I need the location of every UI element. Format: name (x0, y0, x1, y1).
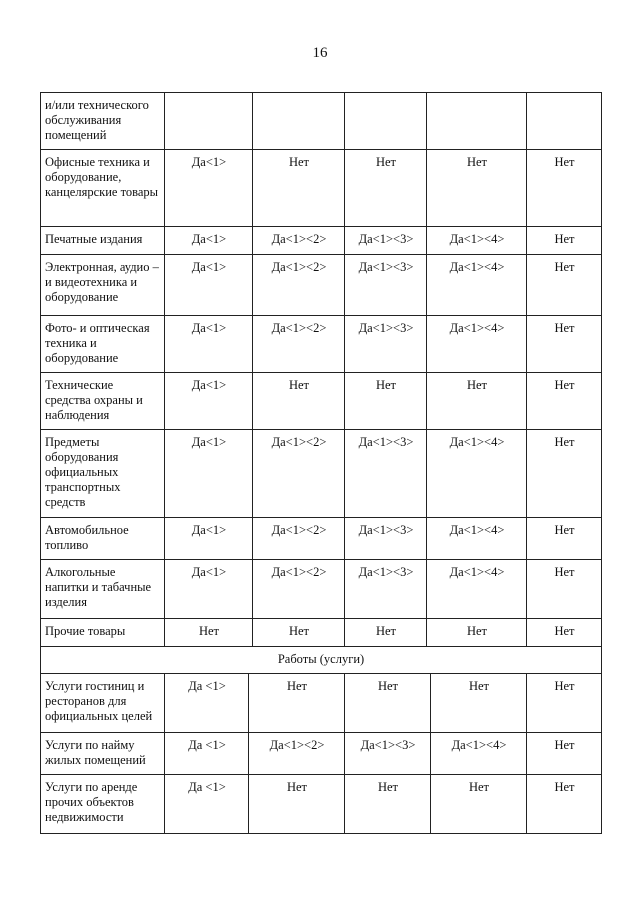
value-cell: Да<1><4> (431, 733, 527, 774)
table-row (40, 92, 602, 149)
value-cell: Нет (427, 150, 527, 226)
value-cell (165, 93, 253, 149)
row-label: Услуги по найму жилых помещений (41, 733, 165, 774)
value-cell: Да<1> (165, 430, 253, 517)
page-number: 16 (312, 45, 328, 61)
value-cell: Нет (527, 560, 602, 618)
value-cell: Да<1> (165, 560, 253, 618)
value-cell: Нет (253, 150, 345, 226)
value-cell: Да<1><3> (345, 255, 427, 315)
table-row (40, 732, 602, 774)
value-cell: Нет (527, 227, 602, 254)
value-cell: Да<1><3> (345, 316, 427, 372)
value-cell: Нет (527, 674, 602, 732)
value-cell: Нет (527, 775, 602, 833)
value-cell: Да<1><3> (345, 430, 427, 517)
row-label: Услуги по аренде прочих объектов недвижимости (41, 775, 165, 833)
value-cell: Да<1> (165, 518, 253, 559)
table-row (40, 774, 602, 834)
value-cell: Да<1> (165, 373, 253, 429)
value-cell: Да<1><2> (253, 316, 345, 372)
value-cell: Да<1><4> (427, 430, 527, 517)
value-cell: Да<1><4> (427, 316, 527, 372)
value-cell (253, 93, 345, 149)
table-row (40, 226, 602, 254)
value-cell: Нет (527, 316, 602, 372)
row-label: Офисные техника и оборудование, канцелярские товары (41, 150, 165, 226)
row-label: и/или технического обслуживания помещений (41, 93, 165, 149)
row-label: Предметы оборудования официальных транспортных средств (41, 430, 165, 517)
value-cell: Нет (345, 619, 427, 646)
value-cell: Нет (249, 674, 345, 732)
row-label: Прочие товары (41, 619, 165, 646)
value-cell: Нет (431, 674, 527, 732)
value-cell: Да<1><2> (253, 255, 345, 315)
value-cell: Да<1><2> (253, 430, 345, 517)
value-cell: Да <1> (165, 775, 249, 833)
value-cell: Да <1> (165, 674, 249, 732)
value-cell: Да<1><4> (427, 255, 527, 315)
value-cell: Да<1> (165, 255, 253, 315)
table-row (40, 559, 602, 618)
value-cell: Нет (345, 775, 431, 833)
table-row (40, 315, 602, 372)
value-cell: Нет (527, 430, 602, 517)
table-row (40, 618, 602, 646)
value-cell: Да<1> (165, 227, 253, 254)
row-label: Фото- и оптическая техника и оборудование (41, 316, 165, 372)
value-cell: Да<1><4> (427, 560, 527, 618)
value-cell: Да<1><4> (427, 227, 527, 254)
value-cell: Нет (527, 733, 602, 774)
value-cell: Нет (345, 674, 431, 732)
value-cell: Нет (431, 775, 527, 833)
table-row (40, 372, 602, 429)
value-cell (427, 93, 527, 149)
value-cell (345, 93, 427, 149)
value-cell: Да<1><2> (253, 560, 345, 618)
value-cell: Нет (427, 373, 527, 429)
value-cell: Нет (527, 373, 602, 429)
value-cell: Нет (345, 150, 427, 226)
row-label: Услуги гостиниц и ресторанов для официальных целей (41, 674, 165, 732)
value-cell: Да<1><2> (253, 518, 345, 559)
value-cell: Да<1> (165, 150, 253, 226)
section-header-row (40, 646, 602, 673)
value-cell: Нет (527, 150, 602, 226)
value-cell: Нет (527, 619, 602, 646)
value-cell: Да <1> (165, 733, 249, 774)
value-cell: Да<1><3> (345, 227, 427, 254)
value-cell: Да<1> (165, 316, 253, 372)
value-cell (527, 93, 602, 149)
value-cell: Да<1><3> (345, 733, 431, 774)
value-cell: Нет (165, 619, 253, 646)
row-label: Печатные издания (41, 227, 165, 254)
value-cell: Да<1><4> (427, 518, 527, 559)
value-cell: Нет (527, 255, 602, 315)
value-cell: Да<1><2> (253, 227, 345, 254)
value-cell: Да<1><3> (345, 560, 427, 618)
exemption-table (40, 92, 602, 834)
value-cell: Нет (427, 619, 527, 646)
table-row (40, 254, 602, 315)
table-row (40, 517, 602, 559)
section-title: Работы (услуги) (277, 652, 365, 666)
row-label: Электронная, аудио – и видеотехника и оборудование (41, 255, 165, 315)
table-row (40, 429, 602, 517)
value-cell: Нет (527, 518, 602, 559)
table-row (40, 673, 602, 732)
row-label: Автомобильное топливо (41, 518, 165, 559)
value-cell: Да<1><3> (345, 518, 427, 559)
row-label: Алкогольные напитки и табачные изделия (41, 560, 165, 618)
table-row (40, 149, 602, 226)
value-cell: Нет (249, 775, 345, 833)
row-label: Технические средства охраны и наблюдения (41, 373, 165, 429)
value-cell: Нет (345, 373, 427, 429)
value-cell: Нет (253, 373, 345, 429)
value-cell: Да<1><2> (249, 733, 345, 774)
value-cell: Нет (253, 619, 345, 646)
